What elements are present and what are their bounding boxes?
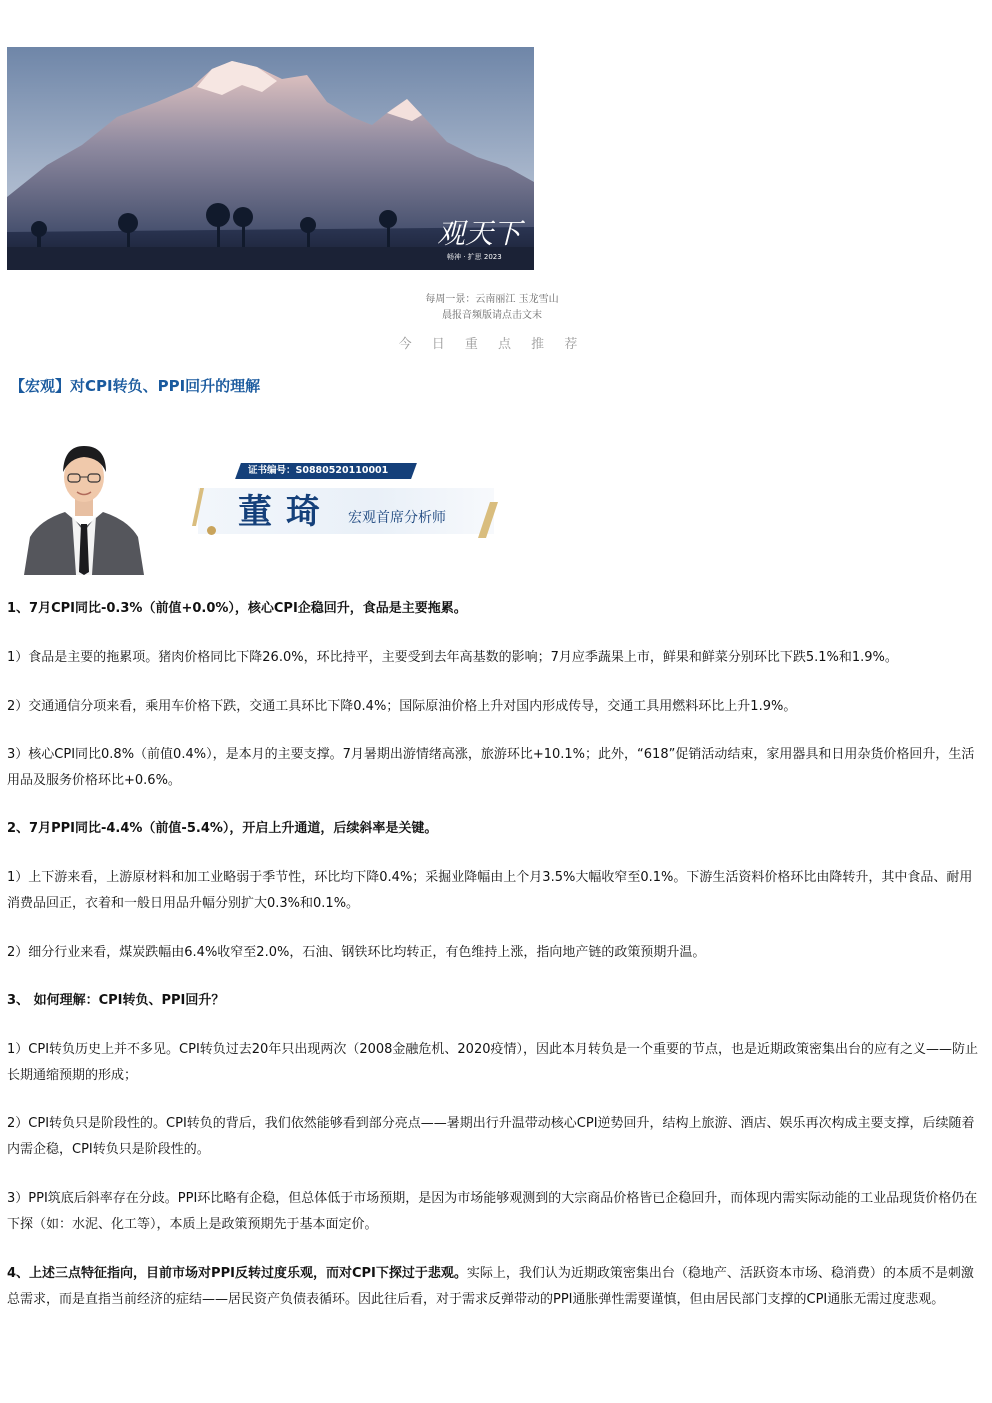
section-title: 【宏观】对CPI转负、PPI回升的理解 — [10, 377, 261, 395]
gold-bracket-icon — [192, 488, 204, 526]
hero-landscape-image — [7, 47, 534, 270]
conclusion-body: 实际上，我们认为近期政策密集出台（稳地产、活跃资本市场、稳消费）的本质不是刺激总需求，而是直指当前经济的症结——居民资产负债表循环。因此往后看，对于需求反弹带动的PPI通胀弹性需要谨慎，但由居民部门支撑的CPI通胀无需过度悲观。 — [7, 1266, 974, 1307]
analyst-photo — [20, 432, 148, 575]
gold-bracket-icon — [476, 502, 498, 538]
paragraph: 3）核心CPI同比0.8%（前值0.4%），是本月的主要支撑。7月暑期出游情绪高涨，旅游环比+10.1%；此外，“618”促销活动结束，家用器具和日用杂货价格回升，生活用品及服务价格环比+0.6%。 — [7, 747, 975, 788]
heading-point-3: 3、 如何理解：CPI转负、PPI回升？ — [7, 993, 225, 1008]
paragraph: 3）PPI筑底后斜率存在分歧。PPI环比略有企稳，但总体低于市场预期，是因为市场能够观测到的大宗商品价格皆已企稳回升，而体现内需实际动能的工业品现货价格仍在下探（如：水泥、化工等），本质上是政策预期先于基本面定价。 — [7, 1191, 978, 1232]
audio-hint[interactable]: 晨报音频版请点击文末 — [442, 310, 542, 321]
paragraph: 1）食品是主要的拖累项。猪肉价格同比下降26.0%，环比持平，主要受到去年高基数的影响；7月应季蔬果上市，鲜果和鲜菜分别环比下跌5.1%和1.9%。 — [7, 650, 898, 665]
analyst-name: 董琦 — [238, 492, 334, 532]
hero-calligraphy: 观天下 — [437, 217, 522, 250]
certificate-number: 证书编号：S0880520110001 — [248, 465, 389, 476]
paragraph: 2）交通通信分项来看，乘用车价格下跌，交通工具环比下降0.4%；国际原油价格上升对国内形成传导，交通工具用燃料环比上升1.9%。 — [7, 699, 797, 714]
image-caption: 每周一景：云南丽江 玉龙雪山 — [425, 294, 559, 305]
heading-point-2: 2、7月PPI同比-4.4%（前值-5.4%），开启上升通道，后续斜率是关键。 — [7, 821, 438, 836]
gold-dot-icon — [207, 526, 216, 535]
paragraph: 2）CPI转负只是阶段性的。CPI转负的背后，我们依然能够看到部分亮点——暑期出行升温带动核心CPI逆势回升，结构上旅游、酒店、娱乐再次构成主要支撑，后续随着内需企稳，CPI转负只是阶段性的。 — [7, 1116, 975, 1157]
certificate-badge — [235, 463, 417, 479]
paragraph: 1）上下游来看，上游原材料和加工业略弱于季节性，环比均下降0.4%；采掘业降幅由上个月3.5%大幅收窄至0.1%。下游生活资料价格环比由降转升，其中食品、耐用消费品回正，衣着和一般日用品升幅分别扩大0.3%和0.1%。 — [7, 870, 973, 911]
paragraph-conclusion — [7, 1261, 985, 1313]
conclusion-lead: 4、上述三点特征指向，目前市场对PPI反转过度乐观，而对CPI下探过于悲观。 — [7, 1266, 467, 1281]
hero-signature: 畅神 · 扩思 2023 — [447, 253, 502, 261]
paragraph: 1）CPI转负历史上并不多见。CPI转负过去20年只出现两次（2008金融危机、2020疫情），因此本月转负是一个重要的节点，也是近期政策密集出台的应有之义——防止长期通缩预期的形成； — [7, 1042, 978, 1083]
today-highlight-label: 今 日 重 点 推 荐 — [398, 337, 586, 352]
heading-point-1: 1、7月CPI同比-0.3%（前值+0.0%），核心CPI企稳回升，食品是主要拖累。 — [7, 601, 467, 616]
paragraph: 2）细分行业来看，煤炭跌幅由6.4%收窄至2.0%，石油、钢铁环比均转正，有色维持上涨，指向地产链的政策预期升温。 — [7, 945, 706, 960]
analyst-role: 宏观首席分析师 — [348, 510, 446, 526]
